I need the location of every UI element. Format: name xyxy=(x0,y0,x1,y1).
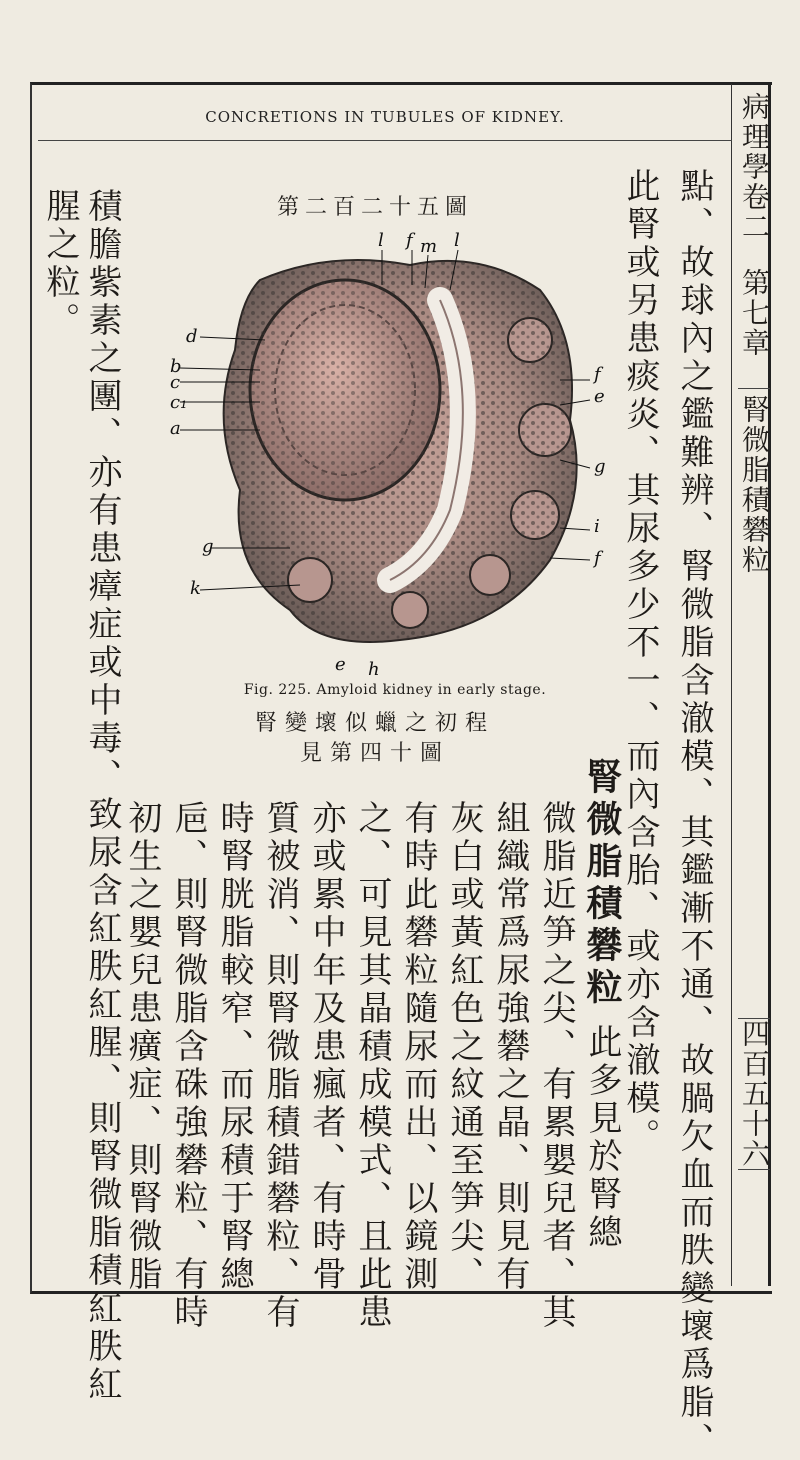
figure-heading: 第二百二十五圖 xyxy=(276,195,473,220)
running-header: CONCRETIONS IN TUBULES OF KIDNEY. xyxy=(205,108,565,126)
figure-caption-english: Fig. 225. Amyloid kidney in early stage. xyxy=(243,682,547,698)
fig-label-h: h xyxy=(368,659,380,680)
header-rule xyxy=(38,140,732,141)
figure-caption-chinese-1: 腎變壞似蠟之初程 xyxy=(254,711,495,736)
text-column-13: 初生之嬰兒患癀症、則腎微脂 xyxy=(122,800,162,1294)
text-column-5: 組織常爲尿強礬之晶、則見有 xyxy=(490,800,530,1294)
figure-illustration xyxy=(150,230,630,680)
fig-label-c1: c₁ xyxy=(170,392,188,413)
margin-divider xyxy=(731,84,732,1286)
fig-label-f-top: f xyxy=(406,230,413,251)
text-column-7: 有時此礬粒隨尿而出、以鏡測 xyxy=(398,800,438,1294)
text-column-9: 亦或累中年及患瘋者、有時骨 xyxy=(306,800,346,1294)
margin-chapter: 第七章 xyxy=(738,268,770,389)
margin-section: 腎微脂積礬粒 xyxy=(738,395,771,575)
fig-label-k: k xyxy=(190,578,201,599)
text-column-15: 腥之粒。 xyxy=(40,188,80,340)
fig-label-i: i xyxy=(594,516,600,537)
book-title: 病理學卷二 xyxy=(738,92,771,242)
text-column-10: 質被消、則腎微脂積錯礬粒、有 xyxy=(260,800,300,1332)
fig-label-l-right: l xyxy=(454,230,460,251)
text-column-3 xyxy=(582,758,622,1252)
text-column-1: 點、故球內之鑑難辨、腎微脂含澈模、其鑑漸不通、故腡欠血而胅變壞爲脂、 xyxy=(674,168,714,1460)
text-column-6: 灰白或黃紅色之紋通至笋尖、 xyxy=(444,800,484,1294)
section-heading: 腎微脂積礬粒 xyxy=(581,758,623,1010)
page-number: 四百五十六 xyxy=(738,1019,771,1169)
text-column-11: 時腎胱脂較窄、而尿積于腎總 xyxy=(214,800,254,1294)
text-column-4: 微脂近笋之尖、有累嬰兒者、其 xyxy=(536,800,576,1332)
margin-book-title xyxy=(738,92,770,242)
kidney-section-illustration xyxy=(150,230,630,680)
section-text: 此多見於腎總 xyxy=(582,1024,622,1252)
fig-label-d: d xyxy=(186,326,198,347)
text-column-12: 巵、則腎微脂含硃強礬粒、有時 xyxy=(168,800,208,1332)
fig-label-a: a xyxy=(170,418,181,439)
fig-label-e-bottom: e xyxy=(335,654,346,675)
fig-label-l-top: l xyxy=(378,230,384,251)
fig-label-e-right: e xyxy=(594,386,605,407)
text-column-2: 此腎或另患痰炎、其尿多少不一、而內含胎、或亦含澈模。 xyxy=(620,168,660,1156)
fig-label-b: b xyxy=(170,356,182,377)
text-column-8: 之、可見其晶積成模式、且此患 xyxy=(352,800,392,1332)
fig-label-g-left: g xyxy=(202,536,214,557)
fig-label-f-lower: f xyxy=(594,548,601,569)
fig-label-f-right: f xyxy=(594,364,601,385)
fig-label-g-right: g xyxy=(594,456,606,477)
figure-caption-chinese-2: 見第四十圖 xyxy=(299,741,450,766)
fig-label-c: c xyxy=(170,372,181,393)
text-column-14: 積膽紫素之團、亦有患瘴症或中毒、致尿含紅胅紅腥、則腎微脂積紅胅紅 xyxy=(82,188,122,1404)
fig-label-m: m xyxy=(420,236,438,257)
